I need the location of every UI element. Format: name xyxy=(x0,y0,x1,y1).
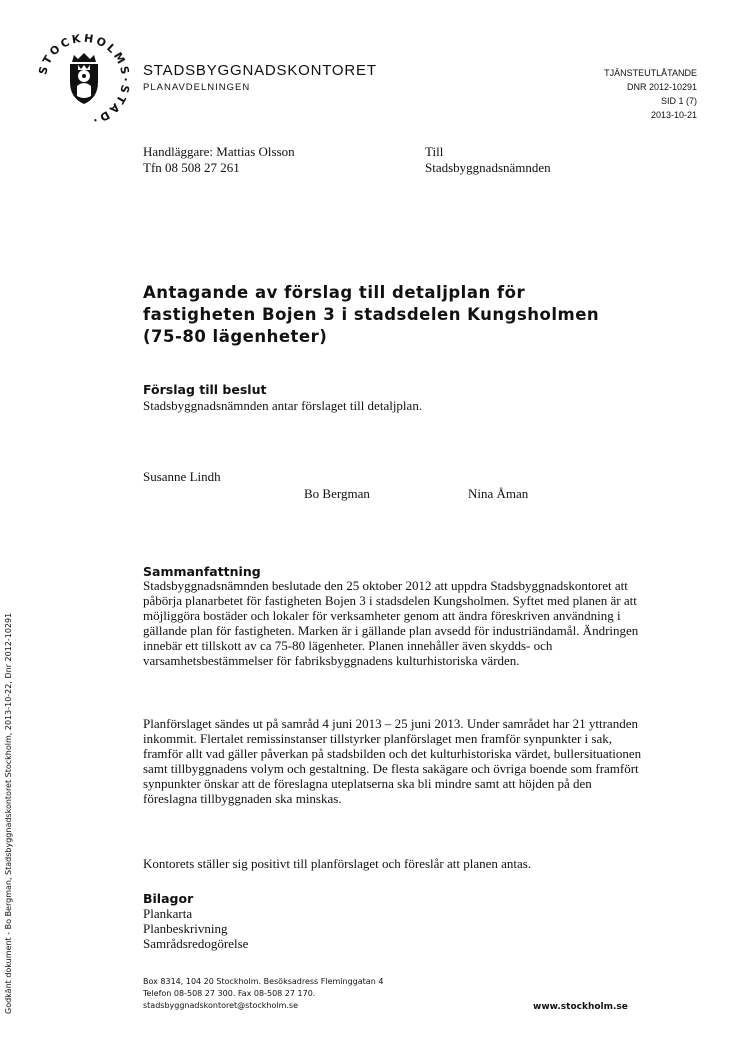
summary-paragraph: Planförslaget sändes ut på samråd 4 juni 2013 – 25 juni 2013. Under samrådet har 21 yttranden inkommit. Flertalet remissinstanser tillstyrker planförslaget men framför synpunkter i sak, framför allt vad gäller påverkan på stadsbilden och det kulturhistoriska värdet, bullersituationen samt tillbyggnadens volym och gestaltning. De flesta sakägare och övriga boende som framfört synpunkter önskar att de föreslagna uteplatserna ska bli mindre samt att höjden på den föreslagna tillbyggnaden ska minskas. xyxy=(143,716,642,806)
signature-name: Susanne Lindh xyxy=(143,469,221,484)
attachment-item: Plankarta xyxy=(143,906,193,921)
summary-paragraph: Kontorets ställer sig positivt till planförslaget och föreslår att planen antas. xyxy=(143,856,532,871)
recipient-label: Till xyxy=(425,144,444,159)
attachment-item: Samrådsredogörelse xyxy=(143,936,249,951)
attachments-heading: Bilagor xyxy=(143,891,194,906)
footer-phone-fax: Telefon 08-508 27 300. Fax 08-508 27 170. xyxy=(143,989,316,998)
page-indicator: SID 1 (7) xyxy=(660,96,697,106)
document-type: TJÄNSTEUTLÅTANDE xyxy=(604,68,697,78)
handler-name: Handläggare: Mattias Olsson xyxy=(143,144,295,159)
summary-heading: Sammanfattning xyxy=(143,564,261,579)
footer-website-link[interactable]: www.stockholm.se xyxy=(533,1002,628,1012)
organization-name: STADSBYGGNADSKONTORET xyxy=(143,62,377,79)
stockholm-stad-logo xyxy=(38,34,130,126)
signature-name: Nina Åman xyxy=(468,486,529,501)
proposal-text: Stadsbyggnadsnämnden antar förslaget till detaljplan. xyxy=(143,398,423,413)
logo-ring-text: TOCKHOLM TAD· xyxy=(40,34,129,126)
signature-name: Bo Bergman xyxy=(304,486,370,501)
document-date: 2013-10-21 xyxy=(650,110,697,120)
proposal-heading: Förslag till beslut xyxy=(143,382,267,397)
document-dnr: DNR 2012-10291 xyxy=(626,82,697,92)
summary-paragraph: Stadsbyggnadsnämnden beslutade den 25 oktober 2012 att uppdra Stadsbyggnadskontoret att påbörja planarbetet för fastigheten Bojen 3 i stadsdelen Kungsholmen. Syftet med planen är att möjliggöra bostäder och lokaler för verksamheter genom att ändra föreskriven användning i gällande plan för fastigheten. Marken är i gällande plan avsedd för industriändamål. Ändringen innebär ett tillskott av ca 75-80 lägenheter. Planen innehåller även skydds- och varsamhetsbestämmelser för fabriksbyggnadens kulturhistoriska värden. xyxy=(143,578,639,668)
department-name: PLANAVDELNINGEN xyxy=(143,82,251,93)
attachment-item: Planbeskrivning xyxy=(143,921,228,936)
attachments-list xyxy=(143,906,248,951)
document-title: Antagande av förslag till detaljplan för fastigheten Bojen 3 i stadsdelen Kungsholmen (75-80 lägenheter) xyxy=(143,283,600,346)
footer-email: stadsbyggnadskontoret@stockholm.se xyxy=(143,1001,298,1010)
approval-side-note: Godkänt dokument - Bo Bergman, Stadsbyggnadskontoret Stockholm, 2013-10-22, Dnr 2012-10291 xyxy=(4,612,13,1014)
handler-phone: Tfn 08 508 27 261 xyxy=(143,160,240,175)
footer-address: Box 8314, 104 20 Stockholm. Besöksadress Fleminggatan 4 xyxy=(143,977,384,986)
recipient-name: Stadsbyggnadsnämnden xyxy=(425,160,551,175)
